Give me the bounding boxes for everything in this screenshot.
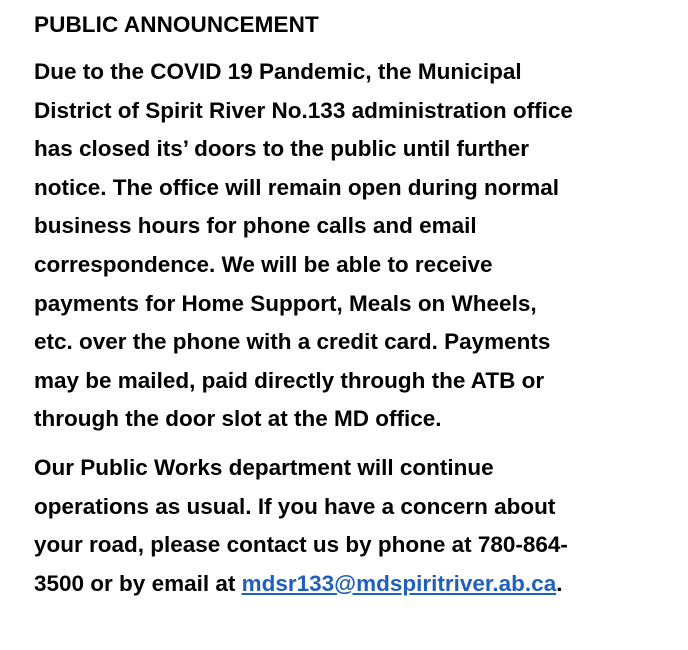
paragraph-line: notice. The office will remain open during normal [34,174,560,200]
email-link[interactable]: mdsr133@mdspiritriver.ab.ca [241,570,557,596]
paragraph-closure-notice [34,53,674,439]
paragraph-line: Due to the COVID 19 Pandemic, the Municipal [34,59,522,84]
paragraph-line: Our Public Works department will continue [34,454,494,480]
paragraph-line: etc. over the phone with a credit card. Payments [34,329,551,355]
contact-suffix-text: . [556,570,563,596]
paragraph-line: District of Spirit River No.133 administration office [34,97,573,123]
paragraph-line: correspondence. We will be able to receive [34,251,493,277]
announcement-title: PUBLIC ANNOUNCEMENT [34,12,319,37]
paragraph-public-works [34,449,674,603]
paragraph-line: business hours for phone calls and email [34,213,477,239]
paragraph-line: your road, please contact us by phone at 780-864- [34,532,568,558]
announcement-document [34,10,674,613]
paragraph-line: through the door slot at the MD office. [34,406,442,432]
paragraph-line-contact [34,565,674,604]
paragraph-line: has closed its’ doors to the public until further [34,136,530,162]
paragraph-line: operations as usual. If you have a concern about [34,493,556,519]
paragraph-line: may be mailed, paid directly through the ATB or [34,367,545,393]
contact-prefix-text: 3500 or by email at [34,570,242,596]
paragraph-line: payments for Home Support, Meals on Wheels, [34,290,537,316]
